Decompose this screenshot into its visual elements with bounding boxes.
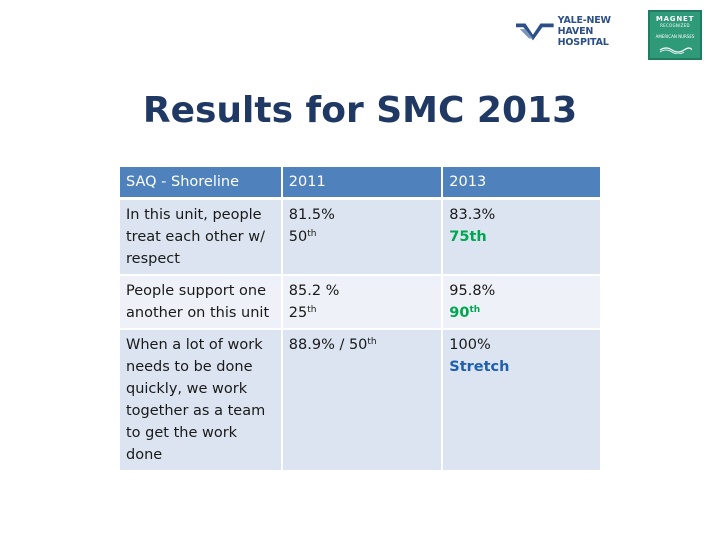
- percentile-suffix: th: [469, 305, 481, 315]
- percentile-suffix: th: [307, 229, 317, 239]
- header-cell-2013: 2013: [442, 167, 600, 199]
- percentile-suffix: th: [307, 305, 317, 315]
- percentile-number: 50: [288, 229, 308, 245]
- question-cell: In this unit, people treat each other w/ respect: [120, 199, 282, 276]
- table-row: [120, 329, 600, 471]
- result-2011-cell: [282, 275, 442, 329]
- result-2013-cell: [442, 329, 600, 471]
- magnet-badge-emblem-icon: [658, 46, 692, 54]
- result-2013-percentile: [449, 302, 594, 324]
- hospital-name-line1: YALE-NEW HAVEN: [557, 14, 611, 37]
- result-2011-percentile: [289, 226, 435, 248]
- result-2013-stretch-note: Stretch: [449, 359, 510, 375]
- results-table: [120, 167, 600, 472]
- hospital-name-line2: HOSPITAL: [557, 36, 609, 48]
- result-2013-percentile: 75th: [449, 229, 487, 245]
- yale-new-haven-wordmark: [558, 15, 644, 48]
- result-2011-value: 81.5%: [288, 207, 335, 223]
- result-2011-percentile: [289, 302, 435, 324]
- percentile-number: 90: [449, 305, 470, 321]
- result-2013-value: 95.8%: [449, 283, 496, 299]
- magnet-recognized-badge: [648, 10, 702, 60]
- result-2013-value: 83.3%: [449, 207, 496, 223]
- percentile-suffix: th: [367, 337, 377, 347]
- result-2013-cell: [442, 199, 600, 276]
- result-2011-value: [289, 334, 435, 356]
- question-cell: When a lot of work needs to be done quickly, we work together as a team to get the work done: [120, 329, 282, 471]
- header-cell-measure: SAQ - Shoreline: [120, 167, 282, 199]
- yale-new-haven-mark-icon: [516, 19, 554, 43]
- result-2011-cell: [282, 199, 442, 276]
- header-cell-2011: 2011: [282, 167, 442, 199]
- percentile-number: 25: [288, 305, 308, 321]
- table-row: [120, 199, 600, 276]
- result-2013-value: 100%: [449, 337, 491, 353]
- question-cell: People support one another on this unit: [120, 275, 282, 329]
- yale-new-haven-logo: [516, 16, 644, 46]
- result-2011-value-text: 88.9% / 50: [288, 337, 368, 353]
- magnet-badge-org: AMERICAN NURSES: [655, 34, 695, 39]
- result-2013-cell: [442, 275, 600, 329]
- result-2011-value: 85.2 %: [288, 283, 340, 299]
- table-row: [120, 275, 600, 329]
- result-2011-cell: [282, 329, 442, 471]
- slide-title: Results for SMC 2013: [142, 90, 578, 131]
- magnet-badge-title: MAGNET: [655, 15, 695, 23]
- table-header-row: [120, 167, 600, 199]
- magnet-badge-subtitle: RECOGNIZED: [660, 23, 690, 28]
